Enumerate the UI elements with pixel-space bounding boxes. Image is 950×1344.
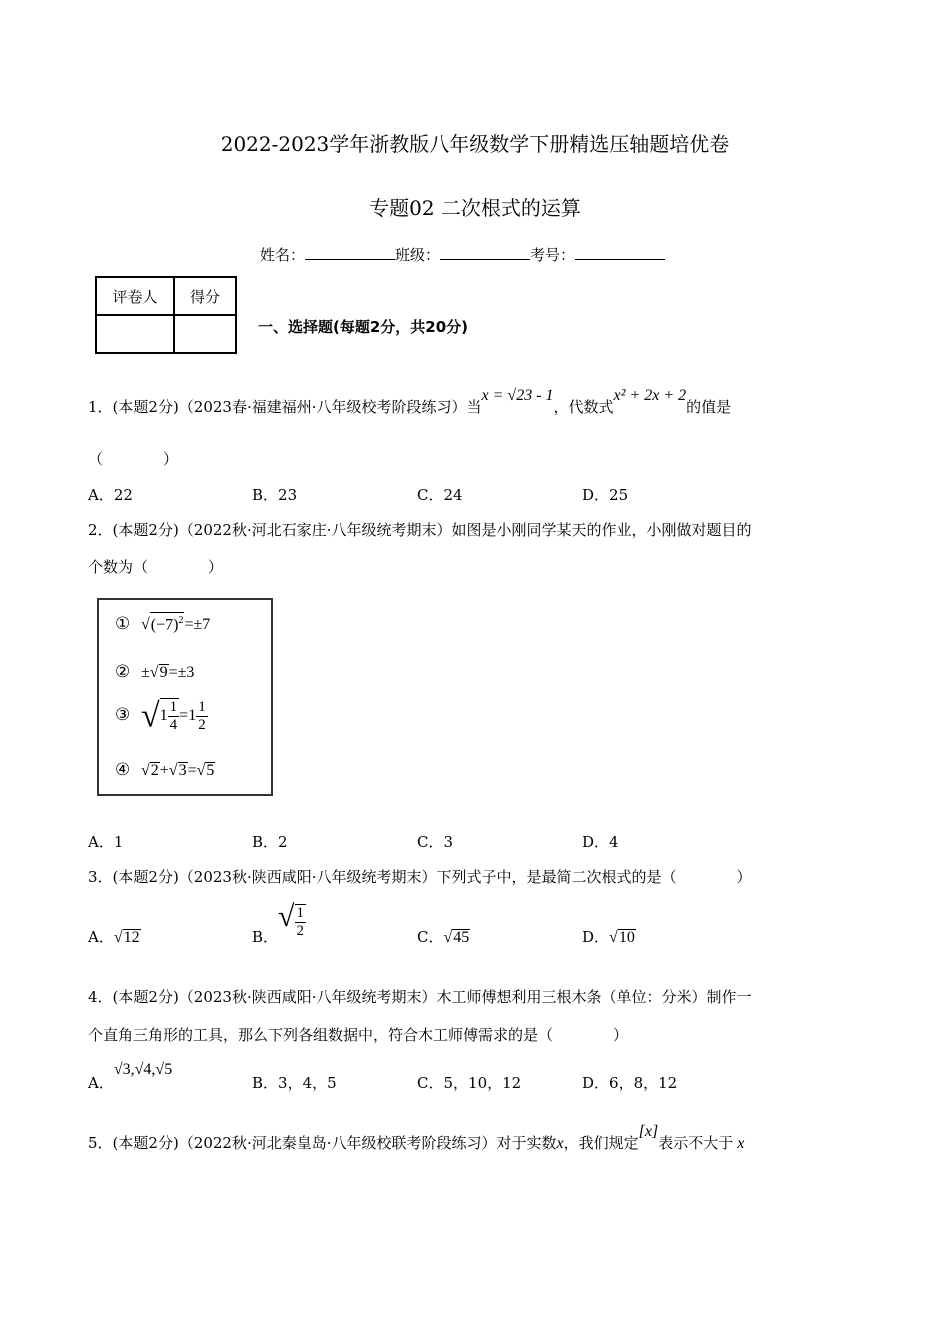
option-letter: D． <box>582 928 610 946</box>
grader-cell <box>96 315 174 353</box>
question-4 <box>88 986 752 1007</box>
question-number: 3． <box>88 868 113 886</box>
option-expression: $\frac{1}{2}$ <box>296 905 304 939</box>
floor-notation: [x] <box>638 1123 659 1140</box>
option-letter: A． <box>88 1074 114 1092</box>
math-expression: x = √23 - 1 <box>481 387 554 404</box>
option-b[interactable] <box>252 900 306 946</box>
circled-mark: ④ <box>115 760 131 779</box>
option-a[interactable] <box>88 926 141 947</box>
question-text: 个数为（ ） <box>88 558 224 576</box>
student-info-row <box>260 244 665 265</box>
name-label: 姓名： <box>260 246 306 264</box>
homework-expression: $√(-7)^2=\pm 7$ <box>141 616 210 633</box>
question-text: 表示不大于 <box>658 1134 734 1152</box>
exam-no-blank[interactable] <box>575 245 665 260</box>
option-expression: √45 <box>443 929 470 946</box>
question-meta: (本题2分)（2023春·福建福州·八年级校考阶段练习）当 <box>112 398 482 416</box>
option-a[interactable] <box>88 1061 173 1093</box>
option-letter: C． <box>417 928 444 946</box>
option-b[interactable]: B．2 <box>252 833 288 851</box>
homework-line-4 <box>115 760 215 780</box>
question-text: (本题2分)（2022秋·河北秦皇岛·八年级校联考阶段练习）对于实数 <box>112 1134 557 1152</box>
option-c[interactable]: C．24 <box>417 486 463 504</box>
homework-figure <box>97 598 273 796</box>
question-2 <box>88 519 752 540</box>
question-3 <box>88 866 752 887</box>
homework-expression: √2+√3=√5 <box>141 762 215 779</box>
class-blank[interactable] <box>440 245 530 260</box>
score-header: 得分 <box>174 277 236 315</box>
question-text: (本题2分)（2022秋·河北石家庄·八年级统考期末）如图是小刚同学某天的作业，小刚做对题目的 <box>112 521 752 539</box>
option-d[interactable]: D．4 <box>582 833 619 851</box>
homework-expression: ±√9=±3 <box>141 664 195 681</box>
option-d[interactable]: D．6，8，12 <box>582 1074 678 1092</box>
homework-line-3 <box>115 698 208 734</box>
question-5 <box>88 1123 745 1153</box>
exam-no-label: 考号： <box>530 246 576 264</box>
option-expression: √10 <box>609 929 635 946</box>
question-text: ，代数式 <box>553 398 614 416</box>
option-d[interactable]: D．25 <box>582 486 629 504</box>
question-text: (本题2分)（2023秋·陕西咸阳·八年级统考期末）下列式子中，是最简二次根式的是（ ） <box>112 868 752 886</box>
variable-x: x <box>737 1135 745 1152</box>
question-number: 1． <box>88 398 113 416</box>
question-text: 的值是 <box>686 398 732 416</box>
grader-header: 评卷人 <box>96 277 174 315</box>
question-number: 4． <box>88 988 113 1006</box>
option-a[interactable]: A．22 <box>88 486 133 504</box>
question-text: 个直角三角形的工具，那么下列各组数据中，符合木工师傅需求的是（ ） <box>88 1026 629 1044</box>
name-blank[interactable] <box>305 245 395 260</box>
class-label: 班级： <box>395 246 441 264</box>
sqrt-symbol: √ <box>278 900 295 933</box>
option-c[interactable] <box>417 926 470 947</box>
question-number: 5． <box>88 1134 113 1152</box>
option-a[interactable]: A．1 <box>88 833 124 851</box>
homework-expression: √1 $\frac{1}{4}$ =1 $\frac{1}{2}$ <box>141 697 206 734</box>
homework-line-2 <box>115 662 194 682</box>
option-c[interactable]: C．5，10，12 <box>417 1074 522 1092</box>
option-b[interactable]: B．3，4，5 <box>252 1074 337 1092</box>
question-text: (本题2分)（2023秋·陕西咸阳·八年级统考期末）木工师傅想利用三根木条（单位：分米）制作一 <box>112 988 752 1006</box>
page-title: 2022-2023学年浙教版八年级数学下册精选压轴题培优卷 <box>220 132 730 156</box>
circled-mark: ① <box>115 614 131 634</box>
option-expression: √12 <box>113 929 140 946</box>
math-expression: x² + 2x + 2 <box>613 387 687 404</box>
question-text: ，我们规定 <box>563 1134 639 1152</box>
answer-paren: （ ） <box>88 450 179 468</box>
score-cell <box>174 315 236 353</box>
section-title: 一、选择题(每题2分，共20分) <box>258 318 469 336</box>
homework-line-1 <box>115 612 210 634</box>
circled-mark: ③ <box>115 704 131 724</box>
option-letter: A． <box>88 928 114 946</box>
circled-mark: ② <box>115 662 131 681</box>
option-c[interactable]: C．3 <box>417 833 454 851</box>
page-subtitle: 专题02 二次根式的运算 <box>369 196 581 220</box>
option-expression: √3,√4,√5 <box>113 1061 173 1078</box>
score-table <box>95 276 237 354</box>
question-number: 2． <box>88 521 113 539</box>
question-1 <box>88 387 732 417</box>
option-b[interactable]: B．23 <box>252 486 298 504</box>
option-d[interactable] <box>582 926 636 947</box>
option-letter: B． <box>252 928 279 946</box>
variable-x: x <box>556 1135 564 1152</box>
